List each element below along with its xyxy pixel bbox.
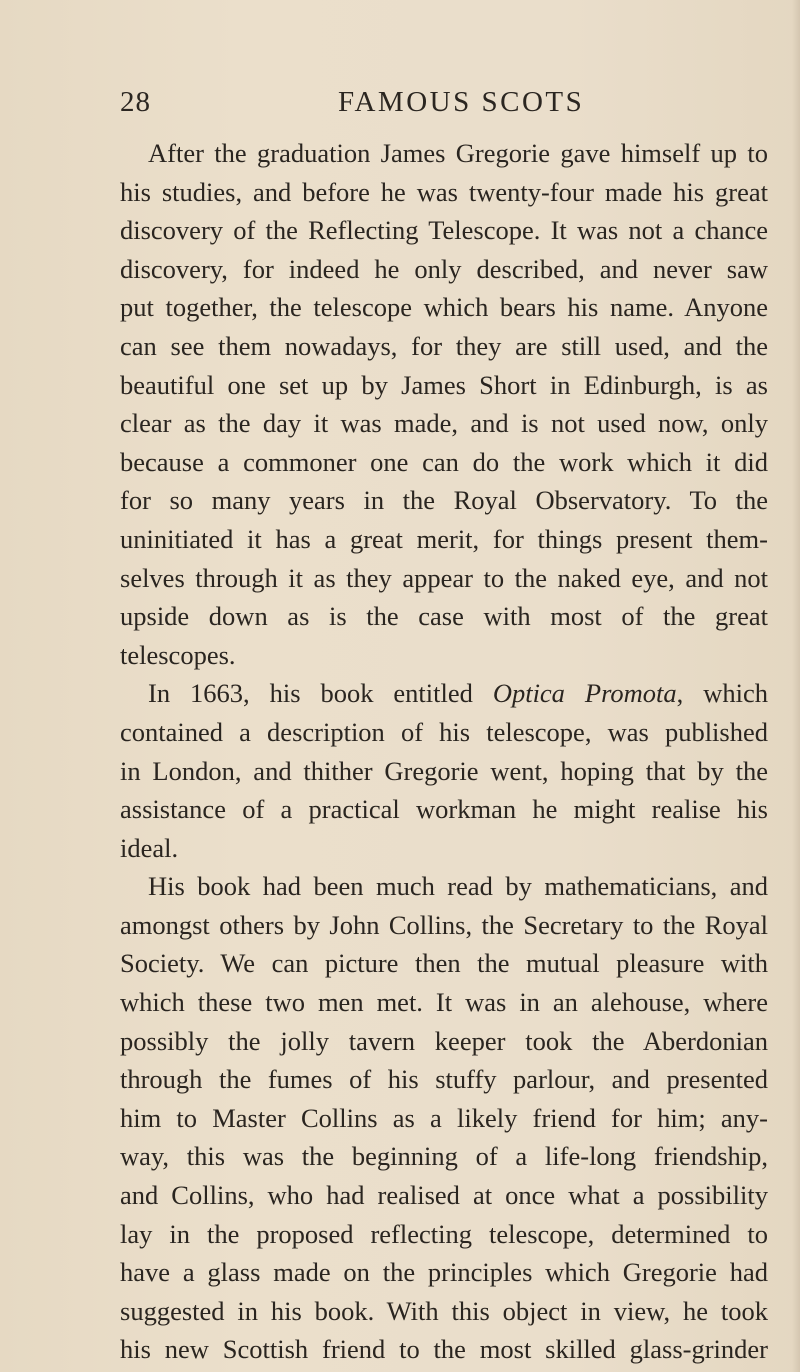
text-line: possibly the jolly tavern keeper took the Aberdonian xyxy=(120,1025,768,1056)
text-line: put together, the telescope which bears his name. Anyone xyxy=(120,292,768,323)
text-line: way, this was the beginning of a life-long friendship, xyxy=(120,1141,768,1172)
text-line: contained a description of his telescope, was published xyxy=(120,716,768,747)
page-edge-shadow xyxy=(792,0,800,1372)
text-line: His book had been much read by mathematicians, and xyxy=(148,871,768,902)
text-line: suggested in his book. With this object in view, he took xyxy=(120,1295,768,1326)
text-line: and Collins, who had realised at once what a possibility xyxy=(120,1180,768,1211)
text-line: telescopes. xyxy=(120,639,236,670)
text-line: beautiful one set up by James Short in Edinburgh, is as xyxy=(120,369,768,400)
book-title: FAMOUS SCOTS xyxy=(338,86,585,118)
text-line: discovery, for indeed he only described, and never saw xyxy=(120,253,768,284)
page-number: 28 xyxy=(120,86,151,118)
text-line: him to Master Collins as a likely friend for him; any- xyxy=(120,1102,768,1133)
text-line: because a commoner one can do the work which it did xyxy=(120,446,768,477)
body-text xyxy=(120,134,768,1369)
text-line: can see them nowadays, for they are still used, and the xyxy=(120,330,768,361)
text-line: which these two men met. It was in an alehouse, where xyxy=(120,987,768,1018)
text-line: amongst others by John Collins, the Secretary to the Royal xyxy=(120,909,768,940)
text-line: Society. We can picture then the mutual pleasure with xyxy=(120,948,768,979)
book-title-italic: Optica Promota xyxy=(492,678,677,709)
text-line: assistance of a practical workman he might realise his xyxy=(120,794,768,825)
text-line: through the fumes of his stuffy parlour, and presented xyxy=(120,1064,768,1095)
text-line: selves through it as they appear to the naked eye, and not xyxy=(120,562,768,593)
text-line: his studies, and before he was twenty-four made his great xyxy=(120,176,768,207)
text-line xyxy=(120,674,768,713)
text-line: clear as the day it was made, and is not used now, only xyxy=(120,408,768,439)
text-segment: , which xyxy=(676,678,768,709)
text-line: discovery of the Reflecting Telescope. It was not a chance xyxy=(120,215,768,246)
text-line: in London, and thither Gregorie went, hoping that by the xyxy=(120,755,768,786)
running-head xyxy=(120,86,780,126)
text-line: uninitiated it has a great merit, for things present them- xyxy=(120,523,768,554)
text-line: have a glass made on the principles which Gregorie had xyxy=(120,1257,768,1288)
text-line: his new Scottish friend to the most skilled glass-grinder xyxy=(120,1334,768,1365)
text-line: After the graduation James Gregorie gave himself up to xyxy=(148,138,768,168)
text-line: lay in the proposed reflecting telescope, determined to xyxy=(120,1218,768,1249)
text-line: for so many years in the Royal Observatory. To the xyxy=(120,485,768,516)
text-line: upside down as is the case with most of the great xyxy=(120,601,768,632)
text-segment: In 1663, his book entitled xyxy=(148,678,493,709)
text-line: ideal. xyxy=(120,832,179,863)
